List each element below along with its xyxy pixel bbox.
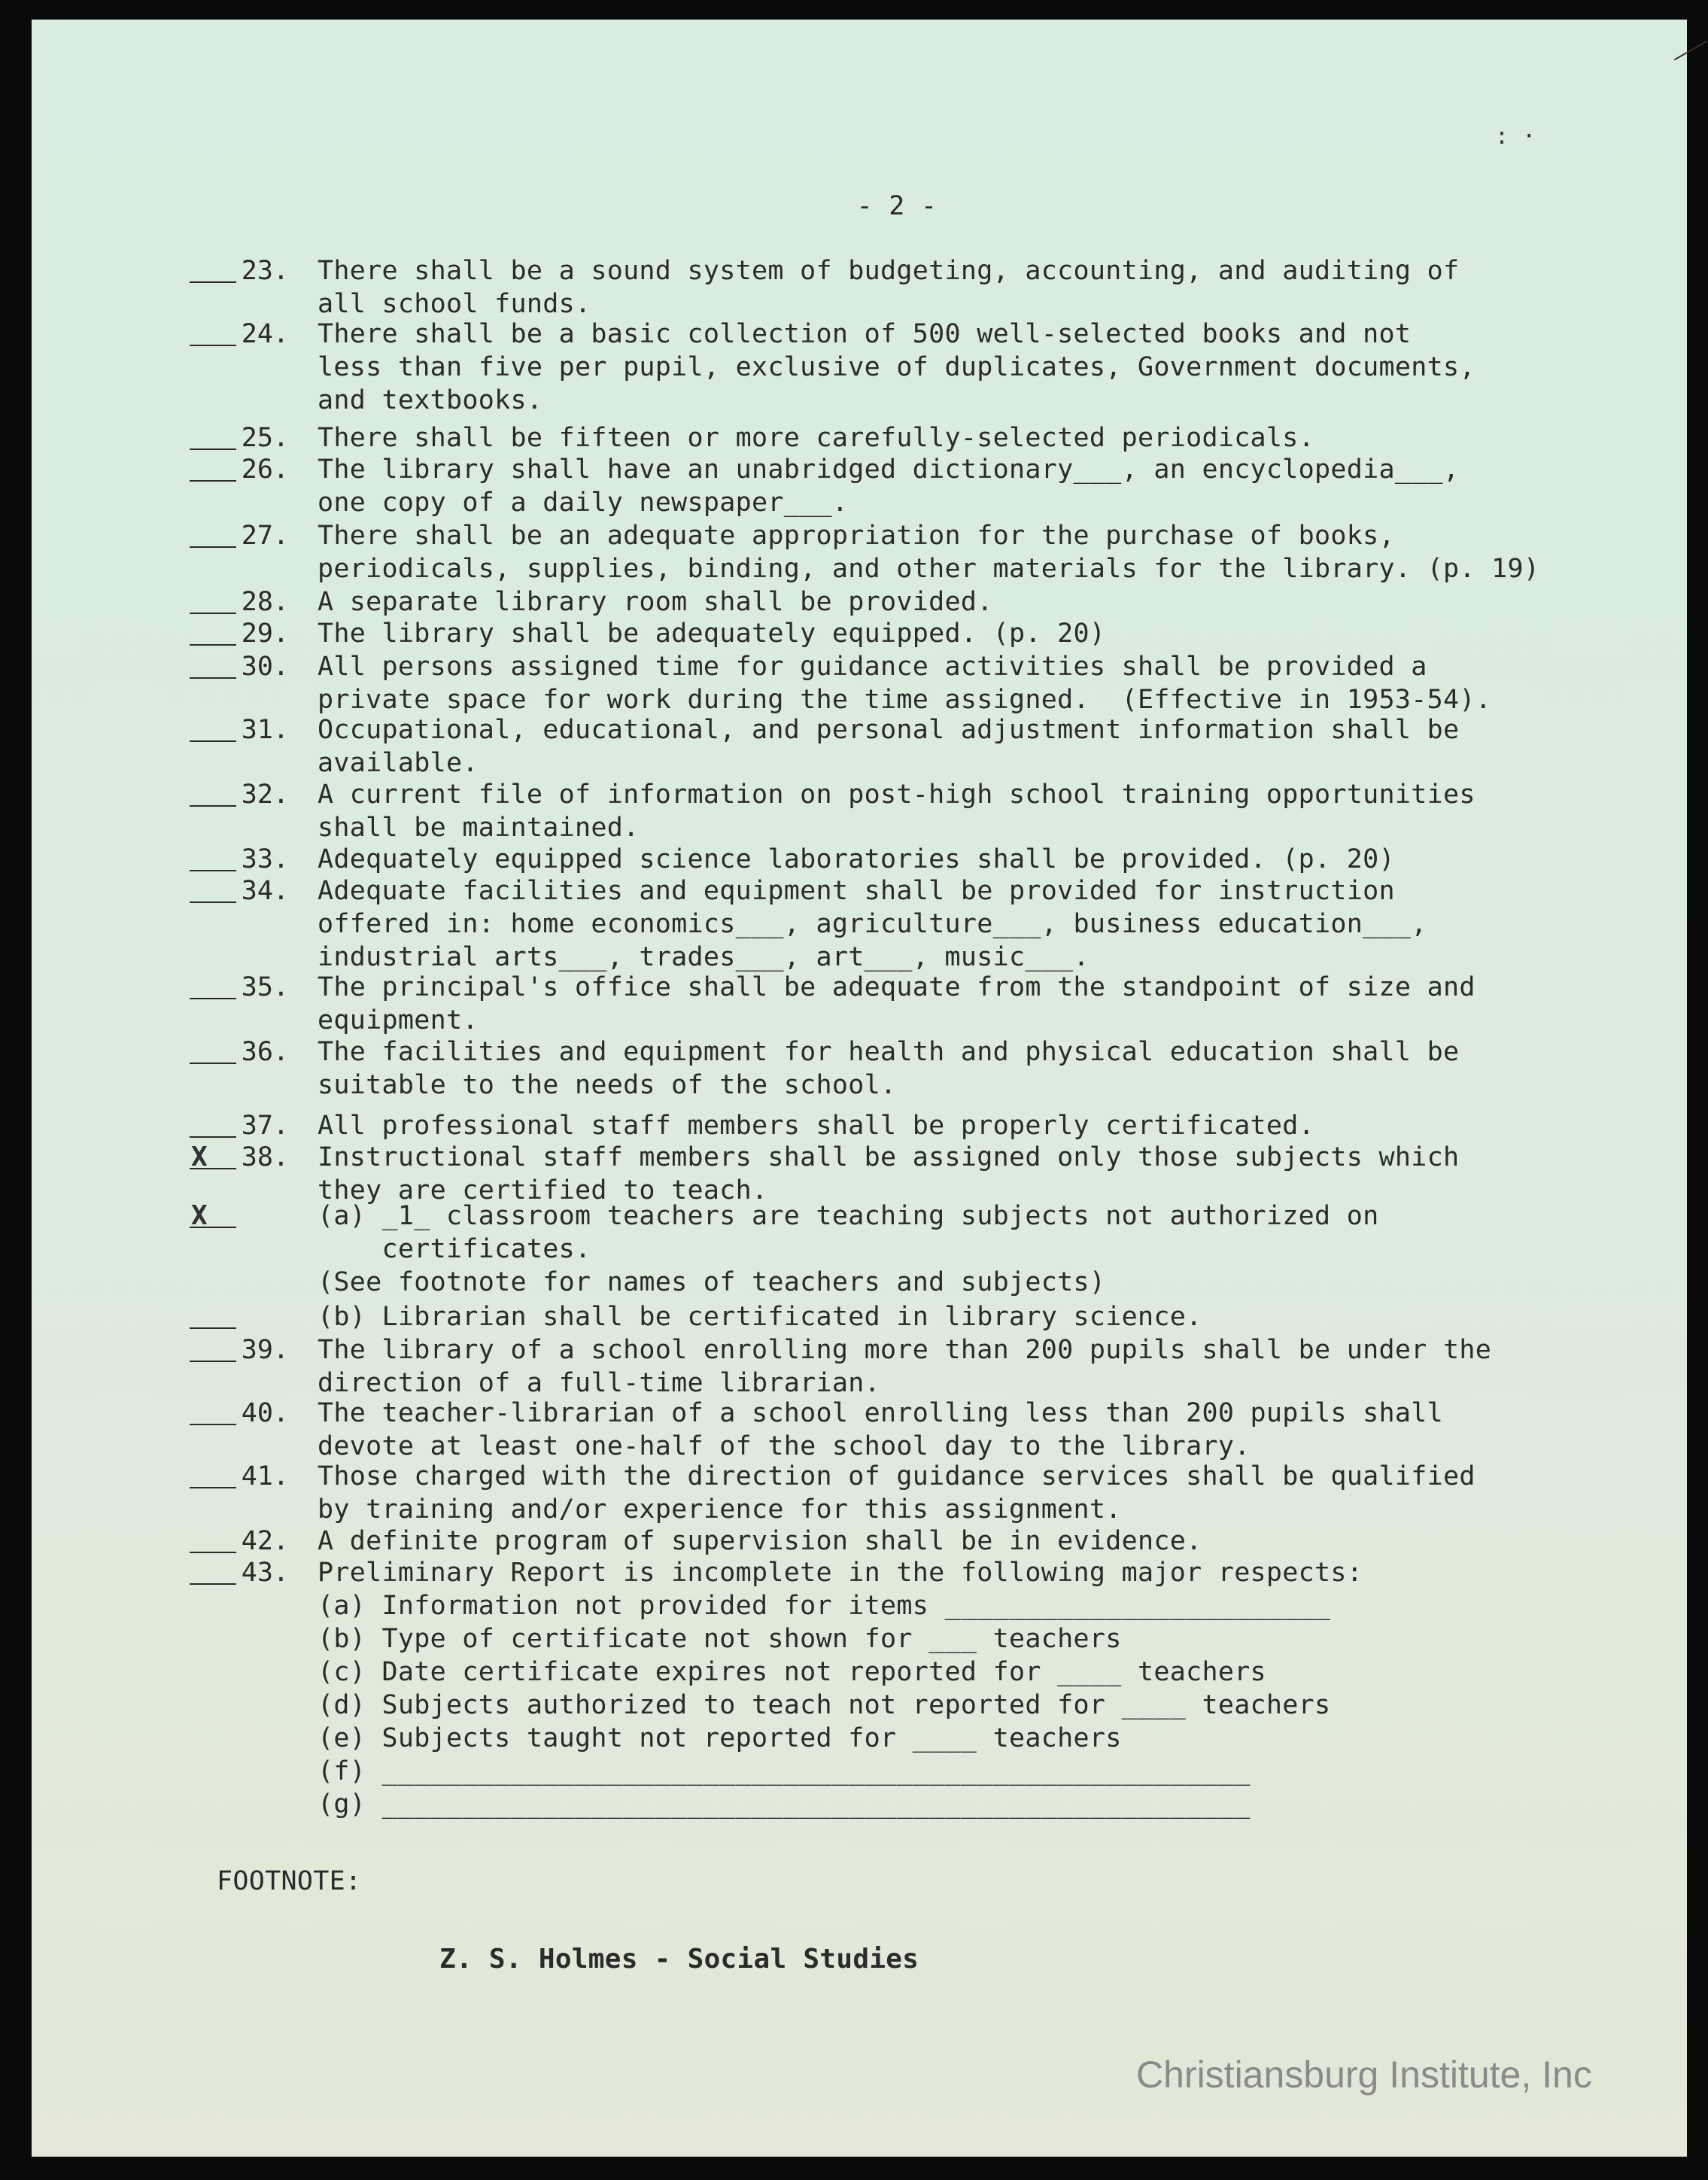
item-text-line: The principal's office shall be adequate from the standpoint of size and [318, 972, 1476, 1002]
item-text-line: periodicals, supplies, binding, and other materials for the library. (p. 19) [318, 554, 1540, 584]
item-number: 41. [241, 1461, 289, 1491]
item-number: 43. [241, 1558, 289, 1588]
check-mark: X [191, 1200, 208, 1231]
item-text-line: (See footnote for names of teachers and subjects) [318, 1267, 1106, 1297]
item-text-line: (c) Date certificate expires not reported for ____ teachers [318, 1657, 1266, 1687]
item-text-line: A current file of information on post-high school training opportunities [318, 780, 1476, 810]
item-number: 36. [241, 1037, 289, 1067]
item-text-line: The library shall be adequately equipped. (p. 20) [318, 619, 1106, 649]
item-number: 37. [241, 1111, 289, 1141]
item-text-line: industrial arts___, trades___, art___, music___. [318, 942, 1090, 972]
item-text-line: The library of a school enrolling more than 200 pupils shall be under the [318, 1335, 1492, 1365]
item-text-line: certificates. [318, 1234, 591, 1264]
item-text-line: all school funds. [318, 289, 591, 319]
item-number: 42. [241, 1526, 289, 1556]
item-text-line: private space for work during the time assigned. (Effective in 1953-54). [318, 685, 1492, 715]
item-number: 31. [241, 715, 289, 745]
item-text-line: Instructional staff members shall be assigned only those subjects which [318, 1142, 1460, 1172]
item-text-line: The library shall have an unabridged dictionary___, an encyclopedia___, [318, 455, 1460, 485]
item-text-line: (a) Information not provided for items ________________________ [318, 1591, 1331, 1621]
item-text-line: less than five per pupil, exclusive of duplicates, Government documents, [318, 352, 1476, 382]
item-text-line: There shall be fifteen or more carefully-selected periodicals. [318, 423, 1315, 453]
item-text-line: There shall be an adequate appropriation for the purchase of books, [318, 521, 1395, 551]
item-number: 35. [241, 972, 289, 1002]
item-text-line: Adequately equipped science laboratories shall be provided. (p. 20) [318, 844, 1395, 874]
check-mark: X [191, 1142, 208, 1172]
item-text-line: Adequate facilities and equipment shall be provided for instruction [318, 876, 1395, 906]
item-text-line: The teacher-librarian of a school enrolling less than 200 pupils shall [318, 1398, 1444, 1428]
item-number: 33. [241, 844, 289, 874]
item-text-line: Those charged with the direction of guidance services shall be qualified [318, 1461, 1476, 1491]
item-number: 29. [241, 619, 289, 649]
item-number: 32. [241, 780, 289, 810]
item-text-line: equipment. [318, 1005, 479, 1035]
corner-marks: : · [1495, 123, 1536, 150]
item-number: 23. [241, 256, 289, 286]
pen-mark [1674, 41, 1707, 61]
item-text-line: (b) Librarian shall be certificated in library science. [318, 1302, 1202, 1332]
item-number: 38. [241, 1142, 289, 1172]
item-number: 30. [241, 652, 289, 682]
item-text-line: A separate library room shall be provided. [318, 587, 993, 617]
item-text-line: (f) ______________________________________________________ [318, 1756, 1251, 1786]
check-blank[interactable] [190, 1327, 236, 1329]
item-text-line: A definite program of supervision shall be in evidence. [318, 1526, 1202, 1556]
document-page [32, 20, 1687, 2157]
item-number: 34. [241, 876, 289, 906]
page-number: - 2 - [856, 191, 938, 221]
item-text-line: (d) Subjects authorized to teach not reported for ____ teachers [318, 1690, 1331, 1720]
item-text-line: (b) Type of certificate not shown for ___ teachers [318, 1624, 1122, 1654]
item-number: 39. [241, 1335, 289, 1365]
item-number: 26. [241, 455, 289, 485]
item-text-line: The facilities and equipment for health and physical education shall be [318, 1037, 1460, 1067]
item-text-line: shall be maintained. [318, 813, 640, 843]
item-text-line: (a) _1_ classroom teachers are teaching subjects not authorized on [318, 1201, 1379, 1231]
item-text-line: There shall be a sound system of budgeting, accounting, and auditing of [318, 256, 1460, 286]
item-text-line: (g) ______________________________________________________ [318, 1789, 1251, 1820]
item-text-line: (e) Subjects taught not reported for ____ teachers [318, 1723, 1122, 1753]
item-text-line: they are certified to teach. [318, 1175, 768, 1206]
item-text-line: All professional staff members shall be properly certificated. [318, 1111, 1315, 1141]
item-number: 27. [241, 521, 289, 551]
item-text-line: available. [318, 748, 479, 778]
item-text-line: and textbooks. [318, 385, 543, 415]
item-number: 28. [241, 587, 289, 617]
item-number: 40. [241, 1398, 289, 1428]
item-text-line: one copy of a daily newspaper___. [318, 488, 849, 518]
footnote-label: FOOTNOTE: [217, 1866, 362, 1896]
item-text-line: offered in: home economics___, agriculture___, business education___, [318, 909, 1427, 939]
item-text-line: direction of a full-time librarian. [318, 1368, 881, 1398]
item-text-line: All persons assigned time for guidance activities shall be provided a [318, 652, 1427, 682]
item-text-line: devote at least one-half of the school day to the library. [318, 1431, 1251, 1461]
item-number: 24. [241, 319, 289, 349]
item-text-line: There shall be a basic collection of 500 well-selected books and not [318, 319, 1412, 349]
item-text-line: Occupational, educational, and personal adjustment information shall be [318, 715, 1460, 745]
item-text-line: by training and/or experience for this assignment. [318, 1494, 1122, 1525]
item-text-line: Preliminary Report is incomplete in the following major respects: [318, 1558, 1363, 1588]
item-number: 25. [241, 423, 289, 453]
watermark: Christiansburg Institute, Inc [1136, 2054, 1592, 2096]
footnote-entry: Z. S. Holmes - Social Studies [439, 1944, 919, 1975]
item-text-line: suitable to the needs of the school. [318, 1070, 897, 1100]
